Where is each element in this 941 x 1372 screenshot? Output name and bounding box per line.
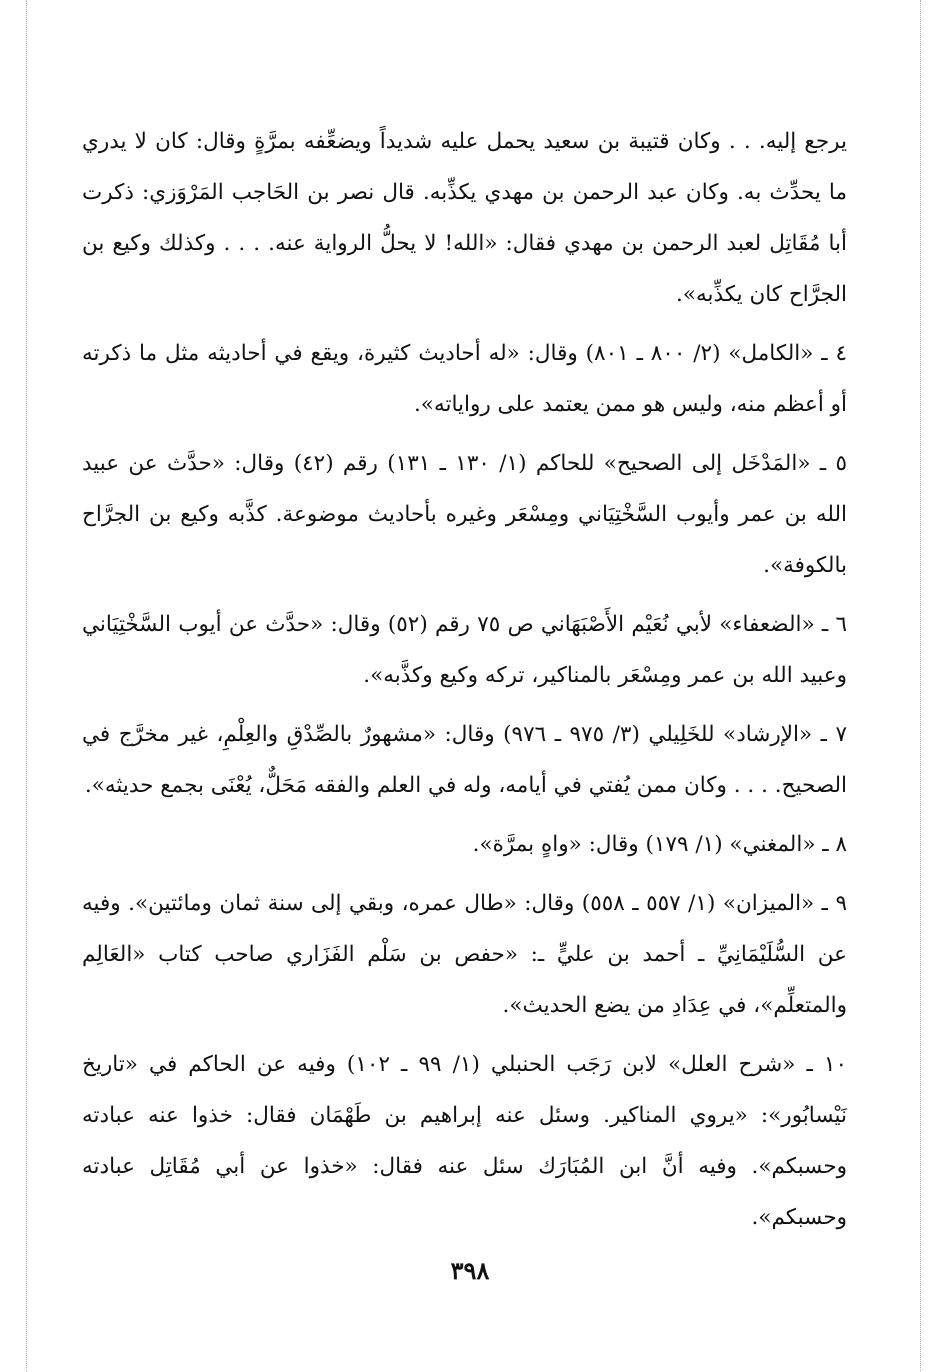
paragraph-entry-5: ٥ ـ «المَدْخَل إلى الصحيح» للحاكم (١/ ١٣٠ ـ ١٣١) رقم (٤٢) وقال: «حدَّث عن عبيد الله بن عمر وأيوب السَّخْتِيَاني ومِسْعَر وغيره بأحاديث موضوعة. كذَّبه وكيع بن الجرَّاح بالكوفة». <box>82 451 848 578</box>
paragraph-entry-4: ٤ ـ «الكامل» (٢/ ٨٠٠ ـ ٨٠١) وقال: «له أحاديث كثيرة، ويقع في أحاديثه مثل ما ذكرته أو أعظم منه، وليس هو ممن يعتمد على رواياته». <box>82 341 848 417</box>
right-margin-rule <box>920 0 921 1372</box>
paragraph-entry-8: ٨ ـ «المغني» (١/ ١٧٩) وقال: «واهٍ بمرَّة». <box>472 832 847 857</box>
body-text <box>82 116 847 1243</box>
paragraph-entry-10: ١٠ ـ «شرح العلل» لابن رَجَب الحنبلي (١/ ٩٩ ـ ١٠٢) وفيه عن الحاكم في «تاريخ نَيْسابُور»: «يروي المناكير. وسئل عنه إبراهيم بن طَهْمَان فقال: خذوا عنه عبادته وحسبكم». وفيه أنَّ ابن المُبَارَك سئل عنه فقال: «خذوا عن أبي مُقَاتِل عبادته وحسبكم». <box>82 1052 847 1230</box>
page-number: ٣٩٨ <box>450 1256 490 1285</box>
paragraph-entry-7: ٧ ـ «الإرشاد» للخَلِيلي (٣/ ٩٧٥ ـ ٩٧٦) وقال: «مشهورٌ بالصِّدْقِ والعِلْمِ، غير مخرَّج في الصحيح. . . . وكان ممن يُفتي في أيامه، وله في العلم والفقه مَحَلٌّ، يُعْنَى بجمع حديثه». <box>82 722 847 798</box>
paragraph-entry-9: ٩ ـ «الميزان» (١/ ٥٥٧ ـ ٥٥٨) وقال: «طال عمره، وبقي إلى سنة ثمان ومائتين». وفيه عن السُّلَيْمَانِيِّ ـ أحمد بن عليٍّ ـ: «حفص بن سَلْم الفَزَاري صاحب كتاب «العَالِم والمتعلِّم»، في عِدَادِ من يضع الحديث». <box>82 891 847 1018</box>
left-margin-rule <box>26 0 27 1372</box>
paragraph-entry-6: ٦ ـ «الضعفاء» لأبي نُعَيْم الأَصْبَهَاني ص ٧٥ رقم (٥٢) وقال: «حدَّث عن أيوب السَّخْتِيَاني وعبيد الله بن عمر ومِسْعَر بالمناكير، تركه وكيع وكذَّبه». <box>82 612 847 688</box>
paragraph-continuation: يرجع إليه. . . وكان قتيبة بن سعيد يحمل عليه شديداً ويضعِّفه بمرَّةٍ وقال: كان لا يدري ما يحدِّث به. وكان عبد الرحمن بن مهدي يكذِّبه. قال نصر بن الحَاجب المَرْوَزي: ذكرت أبا مُقَاتِل لعبد الرحمن بن مهدي فقال: «الله! لا يحلُّ الرواية عنه. . . . وكذلك وكيع بن الجرَّاح كان يكذِّبه». <box>82 129 847 307</box>
